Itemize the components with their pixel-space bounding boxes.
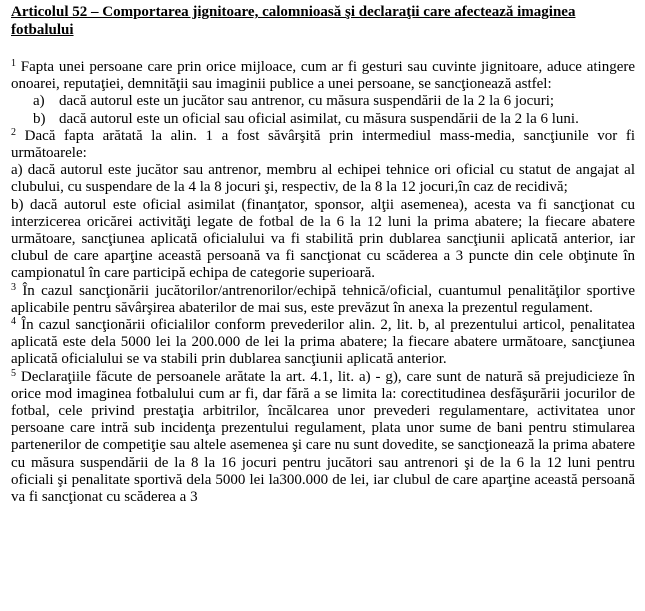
paragraph-number: 2 [11, 126, 16, 138]
paragraph-text: Declaraţiile făcute de persoanele arătate la art. 4.1, lit. a) - g), care sunt de natură să prejudicieze în orice mod imaginea fotbalului cum ar fi, dar fără a se limita la: corectitudinea desfăşurării jocurilor de fotbal, cele privind prestaţia arbitrilor, încălcarea unor prevederi regulamentare, activitatea unor persoane care intră sub incidenţa prezentului regulament, plata unor sume de bani pentru stimularea partenerilor de competiţie sau altele asemenea şi care nu sunt dovedite, se sancţionează la prima abatere cu măsura suspendării de la 8 la 16 jocuri pentru jucători sau antrenori şi de la 6 la 12 luni pentru oficiali şi penalitate sportivă dela 5000 lei la300.000 de lei, iar clubul de care aparţine această persoană va fi sancţionat cu scăderea a 3 [11, 368, 636, 506]
list-item [11, 111, 635, 128]
paragraph-number: 4 [11, 316, 16, 328]
list-item-text: dacă autorul este un jucător sau antrenor, cu măsura suspendării de la 2 la 6 jocuri; [59, 93, 555, 110]
paragraph-text: În cazul sancţionării oficialilor conform prevederilor alin. 2, lit. b, al prezentului articol, penalitatea aplicată este dela 5000 lei la 200.000 de lei la prima abatere; la fiecare abatere următoare, sancţiunea aplicată oficialului se va stabili prin dublarea sancţiunii aplicată anterior. [11, 317, 635, 368]
article-title: Articolul 52 – Comportarea jignitoare, calomnioasă şi declaraţii care afectează imaginea fotbalului [11, 4, 576, 38]
paragraph-text: Dacă fapta arătată la alin. 1 a fost săvârşită prin intermediul mass-media, sancţiunile vor fi următoarele: [11, 127, 636, 162]
paragraph-4 [11, 317, 635, 369]
paragraph-text: Fapta unei persoane care prin orice mijloace, cum ar fi gesturi sau cuvinte jignitoare, aduce atingere onoarei, reputaţiei, demnităţii sau imaginii publice a unei persoane, se sancţionează astfel: [11, 59, 636, 93]
paragraph-1 [11, 59, 635, 93]
paragraph-number: 3 [11, 281, 16, 293]
paragraph-1-list [11, 93, 635, 127]
paragraph-2-item-b: b) dacă autorul este oficial asimilat (finanţator, sponsor, alţii asemenea), acesta va fi sancţionat cu interzicerea oricărei activităţi legate de fotbal de la 6 la 12 luni la prima abatere; la fiecare abatere următoare, sancţiunea aplicată oficialului va fi stabilită prin dublarea sancţiunii aplicată anterior, iar clubul de care aparţine această persoană va fi sancţionat cu scăderea a 3 puncte din cele obţinute în campionatul în care participă echipa de categorie superioară. [11, 196, 635, 282]
paragraph-3 [11, 283, 635, 317]
paragraph-number: 1 [11, 58, 16, 69]
list-item [11, 93, 635, 110]
paragraph-5 [11, 369, 635, 507]
list-item-label: b) [33, 110, 46, 127]
paragraph-2-item-a: a) dacă autorul este jucător sau antrenor, membru al echipei tehnice ori oficial cu statut de angajat al clubului, cu suspendare de la 4 la 8 jocuri şi, respectiv, de la 8 la 12 jocuri,în caz de recidivă; [11, 162, 635, 196]
list-item-label: a) [33, 93, 45, 110]
list-item-text: dacă autorul este un oficial sau oficial asimilat, cu măsura suspendării de la 2 la 6 luni. [59, 110, 579, 127]
paragraph-text: În cazul sancţionării jucătorilor/antrenorilor/echipă tehnică/oficial, cuantumul penalităţilor sportive aplicabile pentru săvârşirea abaterilor de mai sus, este prevăzut în anexa la prezentul regulament. [11, 282, 635, 316]
paragraph-number: 5 [11, 367, 16, 379]
paragraph-2 [11, 128, 635, 162]
